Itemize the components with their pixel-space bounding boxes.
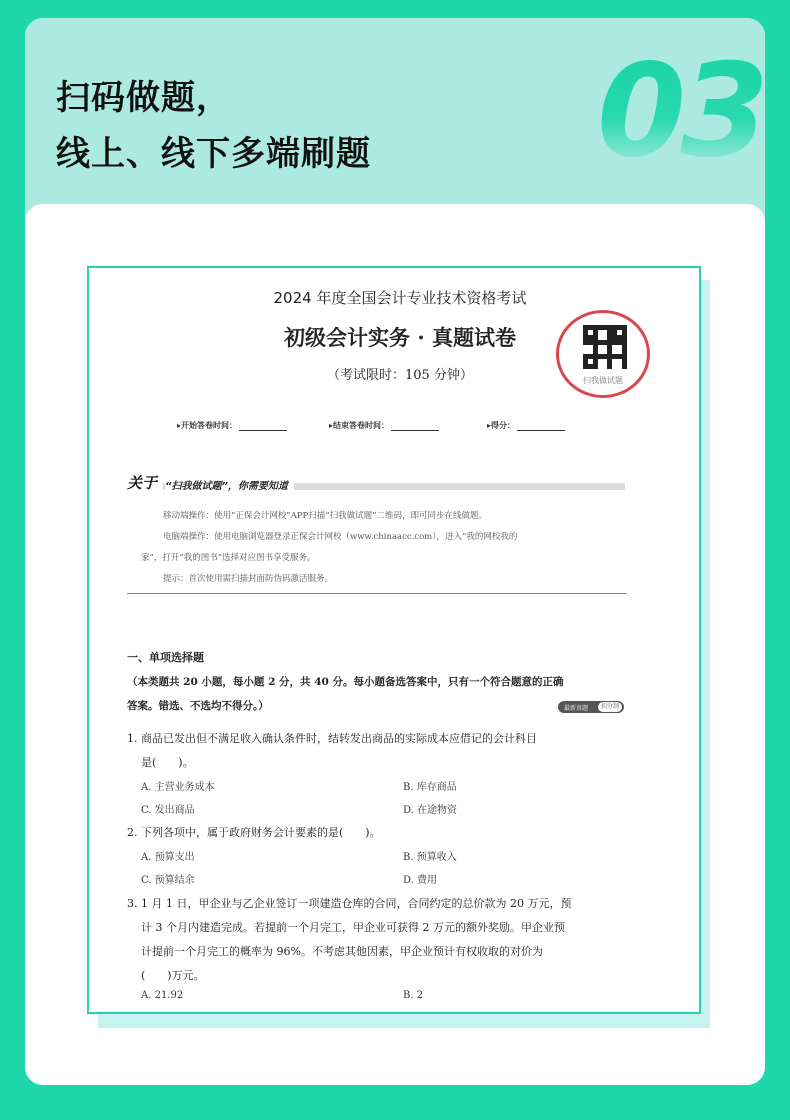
qr-code-icon[interactable]: [583, 325, 627, 369]
question-2-option-c[interactable]: C. 预算结余: [141, 875, 195, 886]
question-1-text-1: 1. 商品已发出但不满足收入确认条件时，结转发出商品的实际成本应借记的会计科目: [127, 732, 537, 745]
section-instructions-1: （本类题共 20 小题，每小题 2 分，共 40 分。每小题备选答案中，只有一个符合题意的正确: [127, 676, 564, 688]
exam-year-title: 2024 年度全国会计专业技术资格考试: [273, 289, 527, 307]
question-2-text-1: 2. 下列各项中，属于政府财务会计要素的是( )。: [127, 826, 381, 839]
section-title: 一、单项选择题: [127, 651, 204, 664]
question-1-option-d[interactable]: D. 在途物资: [403, 805, 458, 816]
question-1-option-b[interactable]: B. 库存商品: [403, 782, 457, 793]
exam-paper: [87, 266, 701, 1014]
score-field: ▸得分：: [487, 420, 565, 431]
question-1-option-a[interactable]: A. 主营业务成本: [141, 782, 215, 793]
about-title: 关于: [127, 472, 163, 493]
about-heading: [127, 476, 627, 492]
about-tip-text: 提示：首次使用需扫描封面防伪码激活服务。: [163, 574, 334, 584]
end-time-field: ▸结束答卷时间：: [329, 420, 439, 431]
question-badge: [558, 701, 624, 713]
qr-stamp-label: 扫我做试题: [583, 376, 623, 385]
start-time-blank: [239, 430, 287, 431]
badge-left-text: 最新真题: [564, 705, 589, 712]
headline-line1: 扫码做题，: [56, 78, 231, 118]
question-3-option-b[interactable]: B. 2: [403, 990, 424, 1001]
question-2-option-a[interactable]: A. 预算支出: [141, 852, 195, 863]
question-3-text-1: 3. 1 月 1 日，甲企业与乙企业签订一项建造仓库的合同，合同约定的总价款为 20 万元，预: [127, 897, 572, 910]
headline-line2: 线上、线下多端刷题: [56, 134, 371, 174]
exam-title: 初级会计实务 · 真题试卷: [284, 325, 516, 350]
banner: [25, 18, 765, 223]
about-subtitle: “扫我做试题”，你需要知道: [165, 477, 294, 492]
badge-right-text: 扣分制: [598, 702, 622, 712]
question-3-text-2: 计 3 个月内建造完成。若提前一个月完工，甲企业可获得 2 万元的额外奖励。甲企业预: [141, 921, 565, 934]
question-3-text-3: 计提前一个月完工的概率为 96%。不考虑其他因素，甲企业预计有权收取的对价为: [141, 945, 543, 958]
question-3-option-a[interactable]: A. 21.92: [141, 990, 184, 1001]
about-pc-text-2: 家”，打开“我的图书”选择对应图书享受服务。: [141, 553, 316, 563]
feature-number: 03: [597, 37, 764, 186]
about-mobile-text: 移动端操作：使用“正保会计网校”APP扫描“扫我做试题”二维码，即可同步在线做题。: [163, 511, 487, 521]
end-time-label: 结束答卷时间：: [333, 421, 390, 430]
about-pc-text-1: 电脑端操作：使用电脑浏览器登录正保会计网校（www.chinaacc.com），进入“我的网校我的: [163, 532, 518, 542]
question-1-option-c[interactable]: C. 发出商品: [141, 805, 195, 816]
score-blank: [517, 430, 565, 431]
qr-stamp[interactable]: [556, 310, 650, 398]
question-2-option-d[interactable]: D. 费用: [403, 875, 438, 886]
end-time-blank: [391, 430, 439, 431]
section-divider: [127, 593, 627, 594]
question-2-option-b[interactable]: B. 预算收入: [403, 852, 457, 863]
exam-time-limit: （考试限时：105 分钟）: [327, 368, 473, 383]
start-time-field: ▸开始答卷时间：: [177, 420, 287, 431]
score-label: 得分：: [491, 421, 516, 430]
section-instructions-2: 答案。错选、不选均不得分。）: [127, 700, 269, 712]
start-time-label: 开始答卷时间：: [181, 421, 238, 430]
question-3-text-4: ( )万元。: [141, 969, 205, 982]
question-1-text-2: 是( )。: [141, 756, 194, 769]
